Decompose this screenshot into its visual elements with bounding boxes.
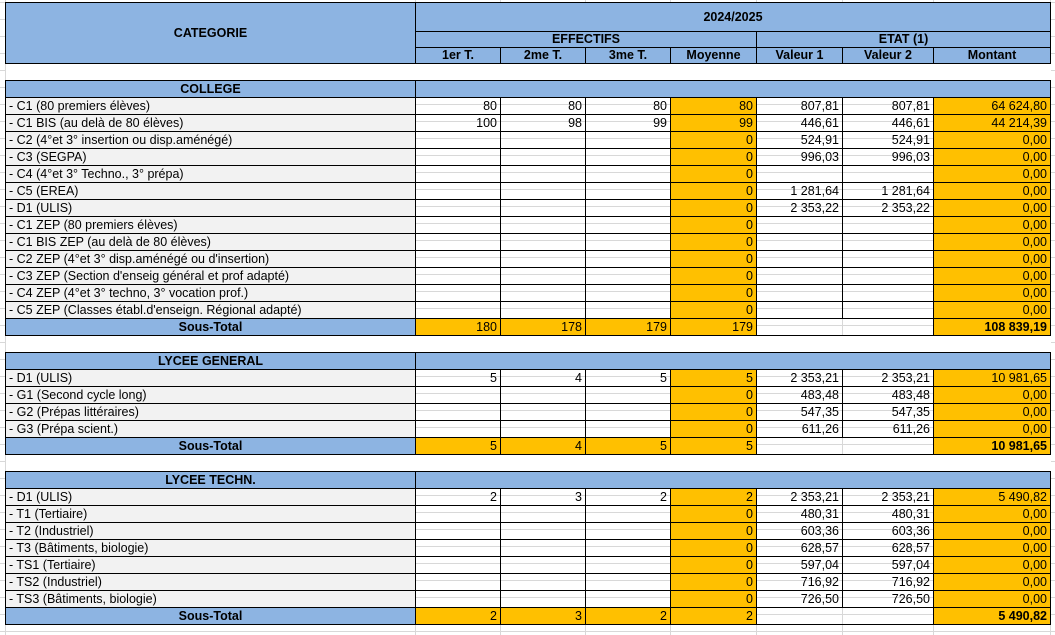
cell-2me-t[interactable]	[501, 149, 586, 166]
cell-valeur-1[interactable]: 611,26	[757, 421, 843, 438]
cell-1er-t[interactable]	[416, 591, 501, 608]
cell-montant[interactable]: 64 624,80	[934, 98, 1051, 115]
subtotal-blank[interactable]	[757, 319, 934, 336]
empty-cell[interactable]	[6, 336, 1051, 353]
cell-valeur-1[interactable]	[757, 251, 843, 268]
cell-valeur-1[interactable]: 603,36	[757, 523, 843, 540]
subtotal-2me-t[interactable]: 4	[501, 438, 586, 455]
cell-valeur-1[interactable]	[757, 166, 843, 183]
cell-valeur-1[interactable]: 807,81	[757, 98, 843, 115]
table-row	[6, 404, 1051, 421]
cell-3me-t[interactable]: 2	[586, 489, 671, 506]
cell-1er-t[interactable]	[416, 183, 501, 200]
cell-valeur-1[interactable]: 628,57	[757, 540, 843, 557]
cell-moyenne[interactable]: 0	[671, 574, 757, 591]
cell-montant[interactable]: 0,00	[934, 591, 1051, 608]
cell-valeur-1[interactable]: 2 353,21	[757, 370, 843, 387]
cell-valeur-2[interactable]: 1 281,64	[843, 183, 934, 200]
cell-1er-t[interactable]	[416, 574, 501, 591]
table-row	[6, 489, 1051, 506]
cell-1er-t[interactable]	[416, 200, 501, 217]
subtotal-blank[interactable]	[757, 438, 934, 455]
cell-valeur-2[interactable]: 2 353,21	[843, 489, 934, 506]
cell-1er-t[interactable]: 100	[416, 115, 501, 132]
row-label[interactable]: - C3 (SEGPA)	[6, 149, 416, 166]
cell-2me-t[interactable]	[501, 268, 586, 285]
cell-1er-t[interactable]	[416, 506, 501, 523]
cell-3me-t[interactable]	[586, 251, 671, 268]
cell-3me-t[interactable]	[586, 200, 671, 217]
cell-moyenne[interactable]: 5	[671, 370, 757, 387]
cell-1er-t[interactable]	[416, 285, 501, 302]
cell-valeur-1[interactable]: 483,48	[757, 387, 843, 404]
cell-3me-t[interactable]	[586, 557, 671, 574]
cell-montant[interactable]: 0,00	[934, 506, 1051, 523]
spacer-row	[6, 336, 1051, 353]
budget-table	[5, 2, 1051, 625]
cell-montant[interactable]: 5 490,82	[934, 489, 1051, 506]
col-header-valeur-1[interactable]: Valeur 1	[757, 48, 843, 64]
cell-valeur-2[interactable]: 480,31	[843, 506, 934, 523]
table-row	[6, 421, 1051, 438]
table-row	[6, 183, 1051, 200]
table-row	[6, 540, 1051, 557]
table-row	[6, 370, 1051, 387]
table-row	[6, 200, 1051, 217]
subtotal-3me-t[interactable]: 2	[586, 608, 671, 625]
cell-moyenne[interactable]: 0	[671, 302, 757, 319]
cell-2me-t[interactable]	[501, 404, 586, 421]
cell-3me-t[interactable]: 5	[586, 370, 671, 387]
cell-valeur-2[interactable]: 483,48	[843, 387, 934, 404]
cell-montant[interactable]: 0,00	[934, 200, 1051, 217]
cell-2me-t[interactable]	[501, 591, 586, 608]
cell-3me-t[interactable]	[586, 166, 671, 183]
cell-moyenne[interactable]: 0	[671, 217, 757, 234]
cell-3me-t[interactable]	[586, 285, 671, 302]
cell-valeur-2[interactable]: 2 353,22	[843, 200, 934, 217]
cell-1er-t[interactable]	[416, 268, 501, 285]
subtotal-moyenne[interactable]: 2	[671, 608, 757, 625]
cell-moyenne[interactable]: 0	[671, 166, 757, 183]
cell-valeur-2[interactable]	[843, 302, 934, 319]
subtotal-row	[6, 438, 1051, 455]
cell-moyenne[interactable]: 0	[671, 540, 757, 557]
subtotal-blank[interactable]	[757, 608, 934, 625]
row-label[interactable]: - C4 ZEP (4°et 3° techno, 3° vocation prof.)	[6, 285, 416, 302]
table-row	[6, 251, 1051, 268]
row-label[interactable]: - G2 (Prépas littéraires)	[6, 404, 416, 421]
cell-2me-t[interactable]	[501, 523, 586, 540]
cell-valeur-1[interactable]: 547,35	[757, 404, 843, 421]
cell-valeur-1[interactable]	[757, 217, 843, 234]
section-header-row	[6, 81, 1051, 98]
spacer-row	[6, 64, 1051, 81]
row-label[interactable]: - G1 (Second cycle long)	[6, 387, 416, 404]
cell-valeur-2[interactable]	[843, 166, 934, 183]
row-label[interactable]: - TS3 (Bâtiments, biologie)	[6, 591, 416, 608]
cell-valeur-2[interactable]: 524,91	[843, 132, 934, 149]
cell-montant[interactable]: 0,00	[934, 540, 1051, 557]
cell-2me-t[interactable]	[501, 183, 586, 200]
section-title[interactable]: LYCEE TECHN.	[6, 472, 416, 489]
cell-valeur-1[interactable]	[757, 234, 843, 251]
cell-2me-t[interactable]	[501, 387, 586, 404]
cell-valeur-1[interactable]: 2 353,22	[757, 200, 843, 217]
cell-valeur-2[interactable]: 611,26	[843, 421, 934, 438]
cell-valeur-2[interactable]: 628,57	[843, 540, 934, 557]
table-row	[6, 268, 1051, 285]
cell-1er-t[interactable]	[416, 217, 501, 234]
subtotal-2me-t[interactable]: 178	[501, 319, 586, 336]
table-row	[6, 166, 1051, 183]
cell-montant[interactable]: 0,00	[934, 132, 1051, 149]
cell-montant[interactable]: 0,00	[934, 523, 1051, 540]
empty-cell[interactable]	[6, 64, 1051, 81]
cell-2me-t[interactable]	[501, 285, 586, 302]
col-header-1er-t[interactable]: 1er T.	[416, 48, 501, 64]
table-row	[6, 387, 1051, 404]
cell-montant[interactable]: 44 214,39	[934, 115, 1051, 132]
cell-3me-t[interactable]: 80	[586, 98, 671, 115]
cell-1er-t[interactable]	[416, 421, 501, 438]
cell-valeur-1[interactable]: 716,92	[757, 574, 843, 591]
cell-moyenne[interactable]: 99	[671, 115, 757, 132]
cell-3me-t[interactable]	[586, 574, 671, 591]
subtotal-row	[6, 608, 1051, 625]
cell-2me-t[interactable]	[501, 200, 586, 217]
cell-3me-t[interactable]	[586, 302, 671, 319]
cell-valeur-2[interactable]	[843, 285, 934, 302]
cell-3me-t[interactable]	[586, 591, 671, 608]
cell-2me-t[interactable]	[501, 234, 586, 251]
cell-valeur-1[interactable]: 1 281,64	[757, 183, 843, 200]
section-header-fill[interactable]	[416, 472, 1051, 489]
cell-1er-t[interactable]	[416, 251, 501, 268]
row-label[interactable]: - D1 (ULIS)	[6, 200, 416, 217]
subtotal-label[interactable]: Sous-Total	[6, 319, 416, 336]
cell-montant[interactable]: 0,00	[934, 234, 1051, 251]
row-label[interactable]: - T2 (Industriel)	[6, 523, 416, 540]
table-row	[6, 115, 1051, 132]
cell-3me-t[interactable]	[586, 234, 671, 251]
cell-montant[interactable]: 0,00	[934, 387, 1051, 404]
cell-valeur-1[interactable]	[757, 268, 843, 285]
cell-valeur-2[interactable]	[843, 217, 934, 234]
table-row	[6, 285, 1051, 302]
cell-1er-t[interactable]	[416, 302, 501, 319]
section-header-fill[interactable]	[416, 353, 1051, 370]
cell-moyenne[interactable]: 0	[671, 251, 757, 268]
row-label[interactable]: - TS1 (Tertiaire)	[6, 557, 416, 574]
cell-moyenne[interactable]: 0	[671, 149, 757, 166]
cell-1er-t[interactable]: 80	[416, 98, 501, 115]
subtotal-montant[interactable]: 10 981,65	[934, 438, 1051, 455]
cell-2me-t[interactable]	[501, 251, 586, 268]
subtotal-2me-t[interactable]: 3	[501, 608, 586, 625]
cell-3me-t[interactable]	[586, 268, 671, 285]
row-label[interactable]: - TS2 (Industriel)	[6, 574, 416, 591]
section-header-fill[interactable]	[416, 81, 1051, 98]
subtotal-montant[interactable]: 108 839,19	[934, 319, 1051, 336]
col-header-3me-t[interactable]: 3me T.	[586, 48, 671, 64]
cell-moyenne[interactable]: 80	[671, 98, 757, 115]
subtotal-3me-t[interactable]: 5	[586, 438, 671, 455]
cell-3me-t[interactable]	[586, 149, 671, 166]
cell-valeur-2[interactable]: 807,81	[843, 98, 934, 115]
cell-valeur-2[interactable]: 996,03	[843, 149, 934, 166]
cell-valeur-2[interactable]	[843, 251, 934, 268]
cell-moyenne[interactable]: 0	[671, 404, 757, 421]
cell-montant[interactable]: 10 981,65	[934, 370, 1051, 387]
gridline-row	[0, 631, 1055, 632]
section-title[interactable]: COLLEGE	[6, 81, 416, 98]
spacer-row	[6, 455, 1051, 472]
cell-valeur-2[interactable]: 547,35	[843, 404, 934, 421]
row-label[interactable]: - C2 (4°et 3° insertion ou disp.aménégé)	[6, 132, 416, 149]
cell-montant[interactable]: 0,00	[934, 421, 1051, 438]
cell-2me-t[interactable]	[501, 574, 586, 591]
row-label[interactable]: - C2 ZEP (4°et 3° disp.aménégé ou d'insertion)	[6, 251, 416, 268]
cell-valeur-2[interactable]: 597,04	[843, 557, 934, 574]
cell-moyenne[interactable]: 0	[671, 234, 757, 251]
cell-1er-t[interactable]	[416, 149, 501, 166]
row-label[interactable]: - C1 BIS (au delà de 80 élèves)	[6, 115, 416, 132]
cell-moyenne[interactable]: 0	[671, 200, 757, 217]
cell-3me-t[interactable]	[586, 132, 671, 149]
subtotal-1er-t[interactable]: 5	[416, 438, 501, 455]
row-label[interactable]: - C5 ZEP (Classes établ.d'enseign. Régional adapté)	[6, 302, 416, 319]
cell-1er-t[interactable]	[416, 404, 501, 421]
cell-moyenne[interactable]: 0	[671, 132, 757, 149]
row-label[interactable]: - T3 (Bâtiments, biologie)	[6, 540, 416, 557]
table-row	[6, 149, 1051, 166]
cell-2me-t[interactable]: 4	[501, 370, 586, 387]
col-header-2me-t[interactable]: 2me T.	[501, 48, 586, 64]
cell-moyenne[interactable]: 0	[671, 421, 757, 438]
cell-moyenne[interactable]: 2	[671, 489, 757, 506]
cell-moyenne[interactable]: 0	[671, 506, 757, 523]
cell-montant[interactable]: 0,00	[934, 404, 1051, 421]
row-label[interactable]: - C1 ZEP (80 premiers élèves)	[6, 217, 416, 234]
cell-montant[interactable]: 0,00	[934, 302, 1051, 319]
row-label[interactable]: - C3 ZEP (Section d'enseig général et prof adapté)	[6, 268, 416, 285]
cell-montant[interactable]: 0,00	[934, 217, 1051, 234]
cell-1er-t[interactable]	[416, 557, 501, 574]
cell-3me-t[interactable]	[586, 506, 671, 523]
cell-valeur-1[interactable]: 2 353,21	[757, 489, 843, 506]
section-header-row	[6, 353, 1051, 370]
table-row	[6, 132, 1051, 149]
subtotal-3me-t[interactable]: 179	[586, 319, 671, 336]
cell-valeur-1[interactable]	[757, 285, 843, 302]
header-row-1	[6, 3, 1051, 32]
cell-moyenne[interactable]: 0	[671, 591, 757, 608]
cell-moyenne[interactable]: 0	[671, 183, 757, 200]
subtotal-row	[6, 319, 1051, 336]
row-label[interactable]: - G3 (Prépa scient.)	[6, 421, 416, 438]
cell-2me-t[interactable]: 98	[501, 115, 586, 132]
subtotal-moyenne[interactable]: 179	[671, 319, 757, 336]
cell-valeur-2[interactable]: 603,36	[843, 523, 934, 540]
table-row	[6, 506, 1051, 523]
header-effectifs[interactable]: EFFECTIFS	[416, 32, 757, 48]
cell-valeur-2[interactable]: 716,92	[843, 574, 934, 591]
row-label[interactable]: - T1 (Tertiaire)	[6, 506, 416, 523]
cell-3me-t[interactable]	[586, 217, 671, 234]
header-categorie[interactable]: CATEGORIE	[6, 3, 416, 64]
cell-1er-t[interactable]: 5	[416, 370, 501, 387]
cell-montant[interactable]: 0,00	[934, 285, 1051, 302]
cell-1er-t[interactable]	[416, 234, 501, 251]
table-row	[6, 557, 1051, 574]
table-row	[6, 591, 1051, 608]
cell-2me-t[interactable]	[501, 557, 586, 574]
cell-valeur-1[interactable]: 524,91	[757, 132, 843, 149]
section-title[interactable]: LYCEE GENERAL	[6, 353, 416, 370]
row-label[interactable]: - C1 BIS ZEP (au delà de 80 élèves)	[6, 234, 416, 251]
cell-valeur-1[interactable]: 996,03	[757, 149, 843, 166]
cell-1er-t[interactable]	[416, 523, 501, 540]
cell-valeur-2[interactable]: 726,50	[843, 591, 934, 608]
cell-2me-t[interactable]	[501, 217, 586, 234]
cell-montant[interactable]: 0,00	[934, 574, 1051, 591]
cell-valeur-1[interactable]	[757, 302, 843, 319]
cell-3me-t[interactable]	[586, 183, 671, 200]
cell-valeur-1[interactable]: 597,04	[757, 557, 843, 574]
cell-1er-t[interactable]	[416, 540, 501, 557]
subtotal-label[interactable]: Sous-Total	[6, 608, 416, 625]
cell-3me-t[interactable]	[586, 540, 671, 557]
cell-3me-t[interactable]	[586, 404, 671, 421]
table-row	[6, 98, 1051, 115]
header-year[interactable]: 2024/2025	[416, 3, 1051, 32]
subtotal-montant[interactable]: 5 490,82	[934, 608, 1051, 625]
cell-3me-t[interactable]	[586, 421, 671, 438]
cell-valeur-1[interactable]: 446,61	[757, 115, 843, 132]
table-row	[6, 302, 1051, 319]
section-header-row	[6, 472, 1051, 489]
col-header-valeur-2[interactable]: Valeur 2	[843, 48, 934, 64]
cell-2me-t[interactable]	[501, 166, 586, 183]
cell-2me-t[interactable]	[501, 506, 586, 523]
cell-1er-t[interactable]	[416, 132, 501, 149]
row-label[interactable]: - D1 (ULIS)	[6, 489, 416, 506]
row-label[interactable]: - C5 (EREA)	[6, 183, 416, 200]
subtotal-1er-t[interactable]: 2	[416, 608, 501, 625]
cell-3me-t[interactable]	[586, 523, 671, 540]
col-header-montant[interactable]: Montant	[934, 48, 1051, 64]
cell-1er-t[interactable]	[416, 166, 501, 183]
table-row	[6, 574, 1051, 591]
cell-montant[interactable]: 0,00	[934, 251, 1051, 268]
cell-3me-t[interactable]: 99	[586, 115, 671, 132]
cell-valeur-2[interactable]: 446,61	[843, 115, 934, 132]
cell-moyenne[interactable]: 0	[671, 523, 757, 540]
cell-moyenne[interactable]: 0	[671, 387, 757, 404]
cell-montant[interactable]: 0,00	[934, 166, 1051, 183]
cell-valeur-2[interactable]: 2 353,21	[843, 370, 934, 387]
cell-valeur-2[interactable]	[843, 268, 934, 285]
cell-valeur-1[interactable]: 726,50	[757, 591, 843, 608]
subtotal-label[interactable]: Sous-Total	[6, 438, 416, 455]
cell-montant[interactable]: 0,00	[934, 183, 1051, 200]
table-row	[6, 523, 1051, 540]
cell-montant[interactable]: 0,00	[934, 149, 1051, 166]
subtotal-1er-t[interactable]: 180	[416, 319, 501, 336]
cell-2me-t[interactable]	[501, 540, 586, 557]
header-etat[interactable]: ETAT (1)	[757, 32, 1051, 48]
cell-2me-t[interactable]	[501, 421, 586, 438]
cell-montant[interactable]: 0,00	[934, 557, 1051, 574]
cell-1er-t[interactable]	[416, 387, 501, 404]
cell-moyenne[interactable]: 0	[671, 557, 757, 574]
cell-montant[interactable]: 0,00	[934, 268, 1051, 285]
row-label[interactable]: - D1 (ULIS)	[6, 370, 416, 387]
cell-moyenne[interactable]: 0	[671, 285, 757, 302]
subtotal-moyenne[interactable]: 5	[671, 438, 757, 455]
table-row	[6, 217, 1051, 234]
cell-2me-t[interactable]: 80	[501, 98, 586, 115]
row-label[interactable]: - C4 (4°et 3° Techno., 3° prépa)	[6, 166, 416, 183]
cell-2me-t[interactable]	[501, 132, 586, 149]
cell-2me-t[interactable]	[501, 302, 586, 319]
cell-1er-t[interactable]: 2	[416, 489, 501, 506]
row-label[interactable]: - C1 (80 premiers élèves)	[6, 98, 416, 115]
empty-cell[interactable]	[6, 455, 1051, 472]
cell-3me-t[interactable]	[586, 387, 671, 404]
cell-2me-t[interactable]: 3	[501, 489, 586, 506]
cell-moyenne[interactable]: 0	[671, 268, 757, 285]
table-row	[6, 234, 1051, 251]
cell-valeur-1[interactable]: 480,31	[757, 506, 843, 523]
cell-valeur-2[interactable]	[843, 234, 934, 251]
col-header-moyenne[interactable]: Moyenne	[671, 48, 757, 64]
